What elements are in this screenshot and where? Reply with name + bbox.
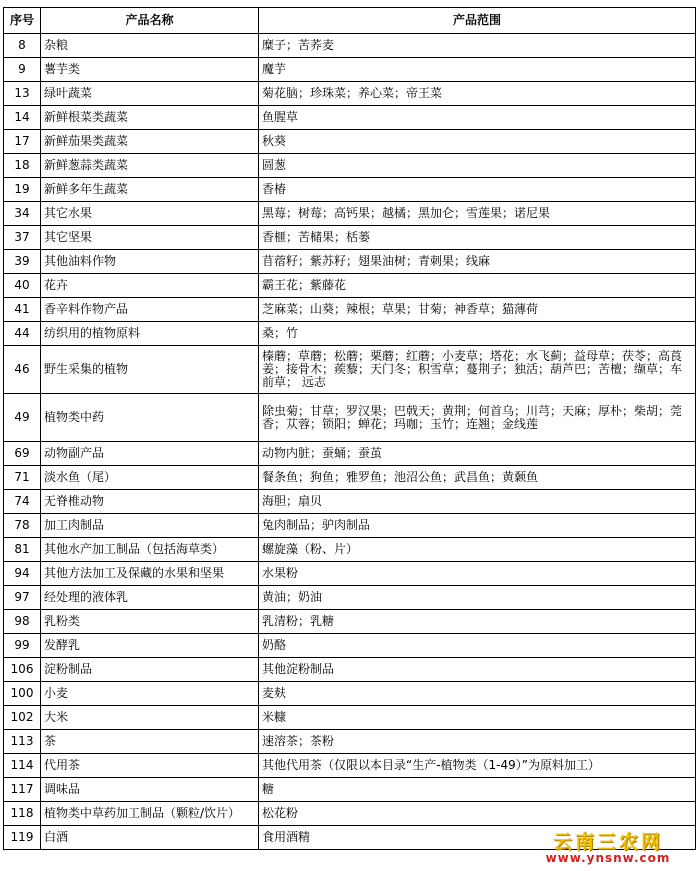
table-row xyxy=(4,610,696,634)
table-row xyxy=(4,154,696,178)
cell-product-scope: 黄油；奶油 xyxy=(259,586,696,610)
cell-product-scope: 奶酪 xyxy=(259,634,696,658)
cell-serial: 17 xyxy=(4,130,41,154)
cell-product-scope: 榛蘑；草蘑；松蘑；栗蘑；红蘑；小麦草；塔花；水飞蓟；益母草；茯苓；高莨姜；接骨木；蒺藜；天门冬；积雪草；蔓荆子；独活；葫芦巴；苦檀；缬草；车前草； 远志 xyxy=(259,346,696,394)
cell-serial: 74 xyxy=(4,490,41,514)
cell-product-name: 发酵乳 xyxy=(41,634,259,658)
cell-product-scope: 鱼腥草 xyxy=(259,106,696,130)
cell-serial: 14 xyxy=(4,106,41,130)
table-row xyxy=(4,202,696,226)
cell-product-scope: 麦麸 xyxy=(259,682,696,706)
cell-serial: 119 xyxy=(4,826,41,850)
table-row xyxy=(4,706,696,730)
cell-product-scope: 其他代用茶（仅限以本目录“生产-植物类（1-49）”为原料加工） xyxy=(259,754,696,778)
cell-product-scope: 香榧；苦槠果；栝蒌 xyxy=(259,226,696,250)
cell-serial: 49 xyxy=(4,394,41,442)
cell-product-name: 杂粮 xyxy=(41,34,259,58)
table-row xyxy=(4,658,696,682)
cell-product-name: 新鲜多年生蔬菜 xyxy=(41,178,259,202)
cell-serial: 44 xyxy=(4,322,41,346)
cell-serial: 102 xyxy=(4,706,41,730)
cell-product-scope: 糜子；苦荞麦 xyxy=(259,34,696,58)
cell-product-name: 野生采集的植物 xyxy=(41,346,259,394)
table-row xyxy=(4,634,696,658)
cell-serial: 98 xyxy=(4,610,41,634)
cell-product-scope: 水果粉 xyxy=(259,562,696,586)
cell-product-scope: 其他淀粉制品 xyxy=(259,658,696,682)
cell-serial: 40 xyxy=(4,274,41,298)
table-row xyxy=(4,802,696,826)
cell-serial: 37 xyxy=(4,226,41,250)
cell-product-name: 淀粉制品 xyxy=(41,658,259,682)
cell-product-scope: 香椿 xyxy=(259,178,696,202)
table-row xyxy=(4,322,696,346)
table-row xyxy=(4,538,696,562)
cell-product-scope: 螺旋藻（粉、片） xyxy=(259,538,696,562)
cell-serial: 117 xyxy=(4,778,41,802)
cell-product-name: 加工肉制品 xyxy=(41,514,259,538)
cell-product-scope: 松花粉 xyxy=(259,802,696,826)
table-row xyxy=(4,586,696,610)
cell-product-name: 茶 xyxy=(41,730,259,754)
cell-product-name: 其它水果 xyxy=(41,202,259,226)
cell-product-name: 白酒 xyxy=(41,826,259,850)
table-row xyxy=(4,754,696,778)
cell-product-name: 薯芋类 xyxy=(41,58,259,82)
table-row xyxy=(4,682,696,706)
cell-serial: 8 xyxy=(4,34,41,58)
header-product-scope: 产品范围 xyxy=(259,8,696,34)
cell-product-scope: 芝麻菜；山葵；辣根；草果；甘菊；神香草；猫薄荷 xyxy=(259,298,696,322)
table-row xyxy=(4,82,696,106)
cell-serial: 19 xyxy=(4,178,41,202)
cell-product-name: 植物类中草药加工制品（颗粒/饮片） xyxy=(41,802,259,826)
table-row xyxy=(4,178,696,202)
cell-product-name: 植物类中药 xyxy=(41,394,259,442)
cell-product-name: 小麦 xyxy=(41,682,259,706)
table-row xyxy=(4,226,696,250)
table-row xyxy=(4,130,696,154)
cell-product-name: 新鲜茄果类蔬菜 xyxy=(41,130,259,154)
cell-product-scope: 菊花脑；珍珠菜；养心菜；帝王菜 xyxy=(259,82,696,106)
table-row xyxy=(4,274,696,298)
cell-product-scope: 圆葱 xyxy=(259,154,696,178)
cell-product-name: 动物副产品 xyxy=(41,442,259,466)
cell-serial: 41 xyxy=(4,298,41,322)
cell-product-name: 其它坚果 xyxy=(41,226,259,250)
cell-serial: 18 xyxy=(4,154,41,178)
watermark-logo xyxy=(528,832,688,865)
cell-product-name: 代用茶 xyxy=(41,754,259,778)
watermark-title: 云南三农网 xyxy=(552,831,663,853)
cell-serial: 113 xyxy=(4,730,41,754)
cell-product-name: 无脊椎动物 xyxy=(41,490,259,514)
cell-product-scope: 桑；竹 xyxy=(259,322,696,346)
cell-product-scope: 霸王花；紫藤花 xyxy=(259,274,696,298)
cell-serial: 114 xyxy=(4,754,41,778)
cell-product-name: 新鲜葱蒜类蔬菜 xyxy=(41,154,259,178)
cell-serial: 78 xyxy=(4,514,41,538)
table-row xyxy=(4,778,696,802)
cell-product-scope: 食用酒精 xyxy=(259,826,696,850)
cell-product-scope: 海胆；扇贝 xyxy=(259,490,696,514)
cell-product-scope: 米糠 xyxy=(259,706,696,730)
cell-serial: 13 xyxy=(4,82,41,106)
cell-product-name: 其他油料作物 xyxy=(41,250,259,274)
table-row xyxy=(4,250,696,274)
watermark-url: www.ynsnw.com xyxy=(545,851,671,865)
cell-product-scope: 餐条鱼；狗鱼；雅罗鱼；池沼公鱼；武昌鱼；黄颡鱼 xyxy=(259,466,696,490)
cell-serial: 99 xyxy=(4,634,41,658)
table-row xyxy=(4,490,696,514)
cell-product-name: 淡水鱼（尾） xyxy=(41,466,259,490)
cell-product-name: 香辛料作物产品 xyxy=(41,298,259,322)
cell-product-scope: 除虫菊；甘草；罗汉果；巴戟天；黄荆；何首乌；川芎；天麻；厚朴；柴胡；莞香；苁蓉；锁阳；蝉花；玛咖；玉竹；连翘；金线莲 xyxy=(259,394,696,442)
table-body xyxy=(4,34,696,853)
cell-product-scope: 动物内脏；蚕蛹；蚕茧 xyxy=(259,442,696,466)
table-row xyxy=(4,298,696,322)
cell-serial: 106 xyxy=(4,658,41,682)
cell-serial: 71 xyxy=(4,466,41,490)
cell-product-scope: 糖 xyxy=(259,778,696,802)
cell-serial: 97 xyxy=(4,586,41,610)
table-row xyxy=(4,562,696,586)
cell-product-name: 其他方法加工及保藏的水果和坚果 xyxy=(41,562,259,586)
cell-product-scope: 兔肉制品；驴肉制品 xyxy=(259,514,696,538)
cell-serial: 94 xyxy=(4,562,41,586)
cell-serial: 118 xyxy=(4,802,41,826)
cell-serial: 46 xyxy=(4,346,41,394)
cell-product-name: 纺织用的植物原料 xyxy=(41,322,259,346)
table-row xyxy=(4,730,696,754)
cell-product-name: 经处理的液体乳 xyxy=(41,586,259,610)
table-header-row xyxy=(4,8,696,34)
cell-serial: 81 xyxy=(4,538,41,562)
table-row xyxy=(4,514,696,538)
header-product-name: 产品名称 xyxy=(41,8,259,34)
cell-serial: 100 xyxy=(4,682,41,706)
table-row xyxy=(4,106,696,130)
cell-product-name: 乳粉类 xyxy=(41,610,259,634)
cell-product-scope: 乳清粉；乳糖 xyxy=(259,610,696,634)
table-row xyxy=(4,394,696,442)
cell-product-name: 大米 xyxy=(41,706,259,730)
cell-serial: 39 xyxy=(4,250,41,274)
cell-serial: 69 xyxy=(4,442,41,466)
product-table xyxy=(3,7,696,853)
cell-product-name: 新鲜根菜类蔬菜 xyxy=(41,106,259,130)
cell-product-scope: 秋葵 xyxy=(259,130,696,154)
table-row xyxy=(4,466,696,490)
cell-serial: 34 xyxy=(4,202,41,226)
cell-product-name: 调味品 xyxy=(41,778,259,802)
cell-serial: 9 xyxy=(4,58,41,82)
cell-product-name: 其他水产加工制品（包括海草类） xyxy=(41,538,259,562)
cell-product-name: 花卉 xyxy=(41,274,259,298)
cell-product-scope: 魔芋 xyxy=(259,58,696,82)
table-row xyxy=(4,58,696,82)
table-row xyxy=(4,346,696,394)
cell-product-scope: 速溶茶；茶粉 xyxy=(259,730,696,754)
cell-product-scope: 苜蓿籽；紫苏籽；翅果油树；青刺果；线麻 xyxy=(259,250,696,274)
table-row xyxy=(4,442,696,466)
cell-product-name: 绿叶蔬菜 xyxy=(41,82,259,106)
cell-product-scope: 黑莓；树莓；高钙果；越橘；黑加仑；雪莲果；诺尼果 xyxy=(259,202,696,226)
table-row xyxy=(4,34,696,58)
header-serial: 序号 xyxy=(4,8,41,34)
